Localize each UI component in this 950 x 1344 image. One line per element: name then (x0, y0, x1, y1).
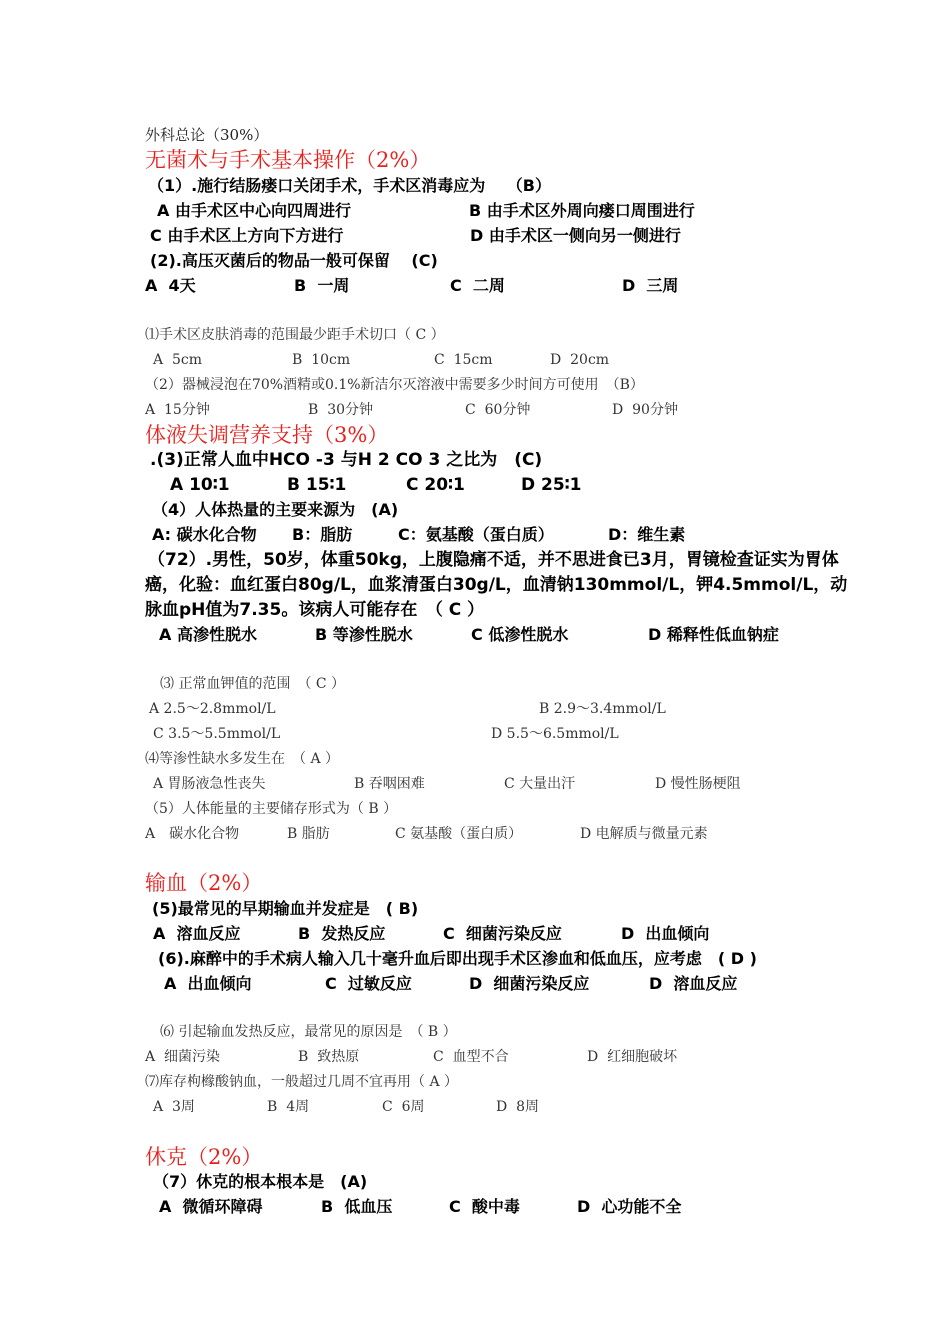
option-b: C 过敏反应 (325, 974, 412, 993)
option-c: C 酸中毒 (449, 1197, 520, 1216)
option-a: A 溶血反应 (153, 924, 241, 943)
question-stem: （4）人体热量的主要来源为 (A) (152, 500, 399, 519)
option-d: D 心功能不全 (577, 1197, 682, 1216)
section-heading-aseptic: 无菌术与手术基本操作（2%） (145, 148, 431, 172)
option-a: A 4天 (145, 276, 196, 295)
question-stem-line: 脉血pH值为7.35。该病人可能存在 （ C ） (145, 600, 485, 620)
question-stem: （5）人体能量的主要储存形式为（ B ） (145, 801, 398, 817)
option-d: D 慢性肠梗阻 (655, 776, 741, 792)
option-b: B 等渗性脱水 (315, 625, 413, 644)
question-stem: （7）休克的根本根本是 (A) (153, 1172, 368, 1191)
question-stem: ⑷等渗性缺水多发生在 （ A ） (145, 751, 340, 767)
option-b: B 30分钟 (308, 402, 374, 418)
option-c: C 3.5～5.5mmol/L (153, 726, 281, 742)
option-b: B 致热原 (298, 1049, 360, 1065)
option-a: A 2.5～2.8mmol/L (149, 701, 276, 717)
option-a: A 10∶1 (170, 475, 230, 495)
option-d: D 红细胞破坏 (587, 1049, 678, 1065)
question-stem-line: （72）.男性，50岁，体重50kg，上腹隐痛不适，并不思进食已3月，胃镜检查证实为胃体 (148, 550, 839, 570)
page-title: 外科总论（30%） (145, 126, 269, 144)
option-b: B 发热反应 (298, 924, 386, 943)
option-a: A 15分钟 (145, 402, 210, 418)
option-a: A 微循环障碍 (159, 1197, 263, 1216)
question-stem: （2）器械浸泡在70%酒精或0.1%新洁尔灭溶液中需要多少时间方可使用 （B） (145, 377, 644, 393)
option-a: A 5cm (153, 352, 203, 368)
option-d: D 90分钟 (612, 402, 678, 418)
option-d: D 8周 (496, 1099, 540, 1115)
question-stem: ⑶ 正常血钾值的范围 （ C ） (160, 676, 346, 692)
section-heading-shock: 休克（2%） (145, 1145, 263, 1169)
option-c: C 6周 (382, 1099, 425, 1115)
option-c: D 细菌污染反应 (469, 974, 590, 993)
question-stem: (5)最常见的早期输血并发症是 ( B) (152, 899, 419, 918)
option-b: B 4周 (267, 1099, 310, 1115)
option-b: B 2.9～3.4mmol/L (539, 701, 666, 717)
option-c: C 血型不合 (433, 1049, 509, 1065)
question-stem: ⑺库存枸橼酸钠血，一般超过几周不宜再用（ A ） (145, 1074, 459, 1090)
question-stem: .(3)正常人血中HCO -3 与H 2 CO 3 之比为 (C) (150, 450, 543, 470)
option-b: B：脂肪 (292, 525, 353, 544)
option-d: D 由手术区一侧向另一侧进行 (470, 226, 681, 245)
option-c: C 细菌污染反应 (443, 924, 562, 943)
option-c: C 大量出汗 (504, 776, 576, 792)
option-c: C 低渗性脱水 (471, 625, 569, 644)
question-stem: (2).高压灭菌后的物品一般可保留 (C) (150, 251, 438, 270)
option-d: D 25∶1 (521, 475, 582, 495)
option-a: A 胃肠液急性丧失 (153, 776, 266, 792)
option-c: C 由手术区上方向下方进行 (150, 226, 344, 245)
option-c: C：氨基酸（蛋白质） (398, 525, 554, 544)
question-stem: (6).麻醉中的手术病人输入几十毫升血后即出现手术区渗血和低血压，应考虑 ( D ) (158, 949, 757, 968)
question-stem: （1）.施行结肠瘘口关闭手术，手术区消毒应为 （B） (148, 176, 551, 195)
option-d: D 三周 (622, 276, 679, 295)
question-stem: ⑹ 引起输血发热反应，最常见的原因是 （ B ） (160, 1024, 457, 1040)
option-b: B 低血压 (321, 1197, 393, 1216)
option-a: A 高渗性脱水 (159, 625, 257, 644)
option-c: C 20∶1 (406, 475, 465, 495)
option-b: B 吞咽困难 (354, 776, 425, 792)
option-a: A: 碳水化合物 (152, 525, 257, 544)
option-d: D 5.5～6.5mmol/L (491, 726, 619, 742)
section-heading-fluid: 体液失调营养支持（3%） (145, 423, 389, 447)
option-c: C 15cm (434, 352, 493, 368)
option-b: B 一周 (294, 276, 350, 295)
question-stem-line: 癌，化验：血红蛋白80g/L，血浆清蛋白30g/L，血清钠130mmol/L，钾4.5mmol/L，动 (145, 575, 848, 595)
option-d: D 稀释性低血钠症 (648, 625, 779, 644)
option-c: C 60分钟 (465, 402, 531, 418)
option-a: A 出血倾向 (164, 974, 252, 993)
option-b: B 脂肪 (287, 826, 330, 842)
option-d: D 电解质与微量元素 (580, 826, 708, 842)
option-a: A 细菌污染 (145, 1049, 221, 1065)
option-a: A 3周 (153, 1099, 195, 1115)
option-c: C 二周 (450, 276, 505, 295)
option-a: A 碳水化合物 (145, 826, 240, 842)
option-b: B 15∶1 (287, 475, 347, 495)
question-stem: ⑴手术区皮肤消毒的范围最少距手术切口（ C ） (145, 327, 445, 343)
option-d: D 溶血反应 (649, 974, 738, 993)
option-a: A 由手术区中心向四周进行 (157, 201, 351, 220)
option-b: B 10cm (292, 352, 351, 368)
section-heading-transfusion: 输血（2%） (145, 871, 263, 895)
option-d: D 出血倾向 (621, 924, 710, 943)
option-d: D：维生素 (608, 525, 686, 544)
option-b: B 由手术区外周向瘘口周围进行 (469, 201, 695, 220)
option-c: C 氨基酸（蛋白质） (395, 826, 523, 842)
option-d: D 20cm (550, 352, 610, 368)
